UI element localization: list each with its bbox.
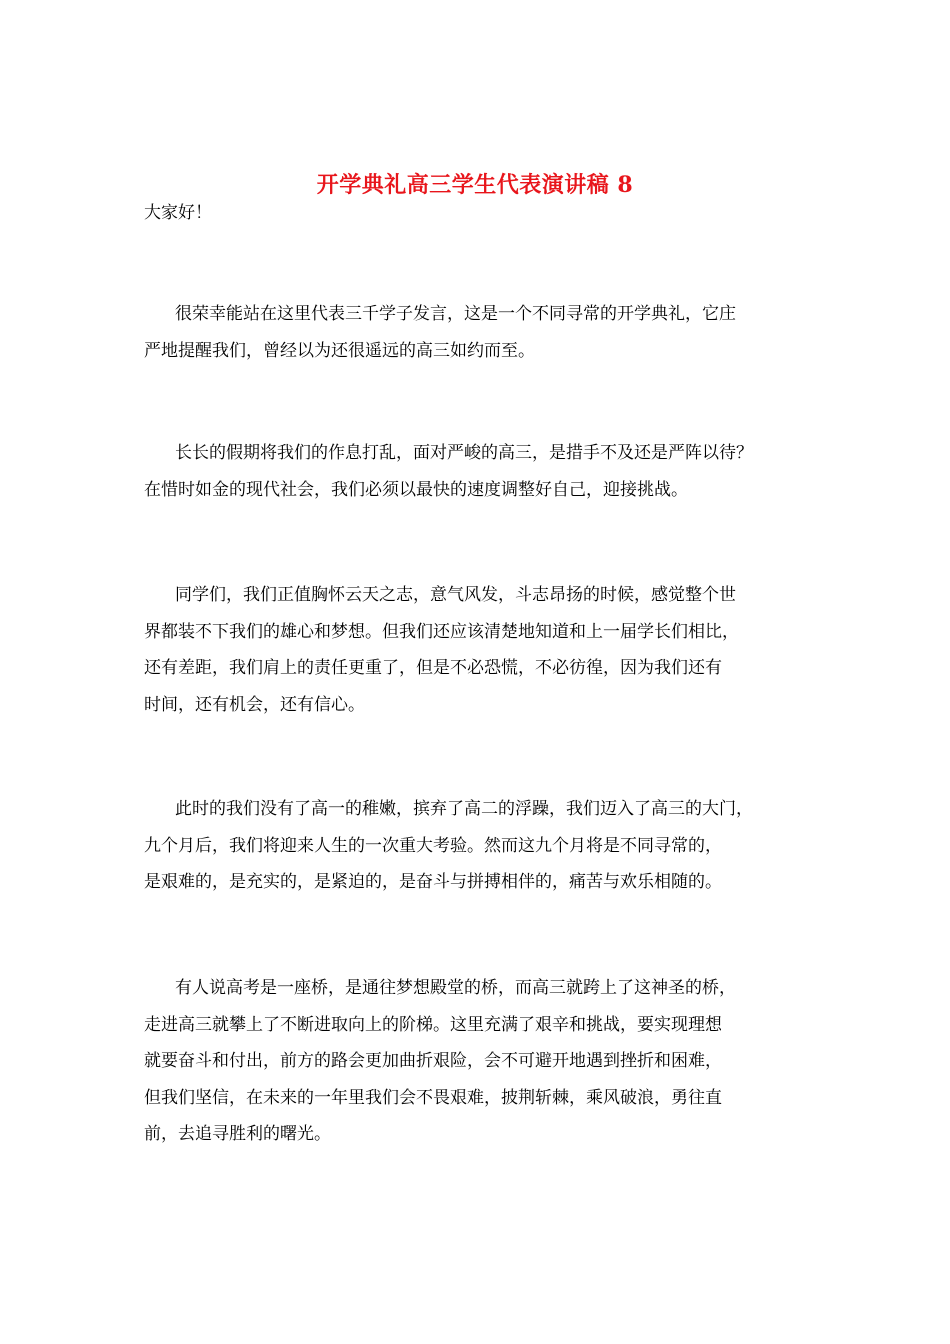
greeting-text: 大家好！ <box>144 203 212 223</box>
paragraph-line: 在惜时如金的现代社会，我们必须以最快的速度调整好自己，迎接挑战。 <box>144 479 688 500</box>
paragraph-line: 界都装不下我们的雄心和梦想。但我们还应该清楚地知道和上一届学长们相比， <box>144 621 739 642</box>
paragraph-4 <box>144 791 814 901</box>
paragraph-line: 是艰难的，是充实的，是紧迫的，是奋斗与拼搏相伴的，痛苦与欢乐相随的。 <box>144 872 722 892</box>
paragraph-line: 长长的假期将我们的作息打乱，面对严峻的高三，是措手不及还是严阵以待？ <box>175 443 753 463</box>
paragraph-1 <box>144 296 814 369</box>
paragraph-line: 同学们，我们正值胸怀云天之志，意气风发，斗志昂扬的时候，感觉整个世 <box>175 585 736 605</box>
paragraph-3 <box>144 577 814 723</box>
paragraph-line: 严地提醒我们，曾经以为还很遥远的高三如约而至。 <box>144 340 535 361</box>
paragraph-line: 走进高三就攀上了不断进取向上的阶梯。这里充满了艰辛和挑战，要实现理想 <box>144 1014 722 1035</box>
paragraph-line: 就要奋斗和付出，前方的路会更加曲折艰险，会不可避开地遇到挫折和困难， <box>144 1051 722 1071</box>
paragraph-2 <box>144 435 814 508</box>
paragraph-line: 但我们坚信，在未来的一年里我们会不畏艰难，披荆斩棘，乘风破浪，勇往直 <box>144 1087 722 1108</box>
paragraph-line: 九个月后，我们将迎来人生的一次重大考验。然而这九个月将是不同寻常的， <box>144 835 722 856</box>
paragraph-5 <box>144 970 814 1153</box>
paragraph-line: 还有差距，我们肩上的责任更重了，但是不必恐慌，不必彷徨，因为我们还有 <box>144 658 722 678</box>
paragraph-line: 此时的我们没有了高一的稚嫩，摈弃了高二的浮躁，我们迈入了高三的大门， <box>175 799 753 819</box>
paragraph-line: 很荣幸能站在这里代表三千学子发言，这是一个不同寻常的开学典礼，它庄 <box>175 304 736 324</box>
paragraph-line: 时间，还有机会，还有信心。 <box>144 694 365 715</box>
paragraph-line: 前，去追寻胜利的曙光。 <box>144 1124 331 1144</box>
paragraph-line: 有人说高考是一座桥，是通往梦想殿堂的桥，而高三就跨上了这神圣的桥， <box>175 978 736 998</box>
document-title: 开学典礼高三学生代表演讲稿 8 <box>316 171 634 198</box>
